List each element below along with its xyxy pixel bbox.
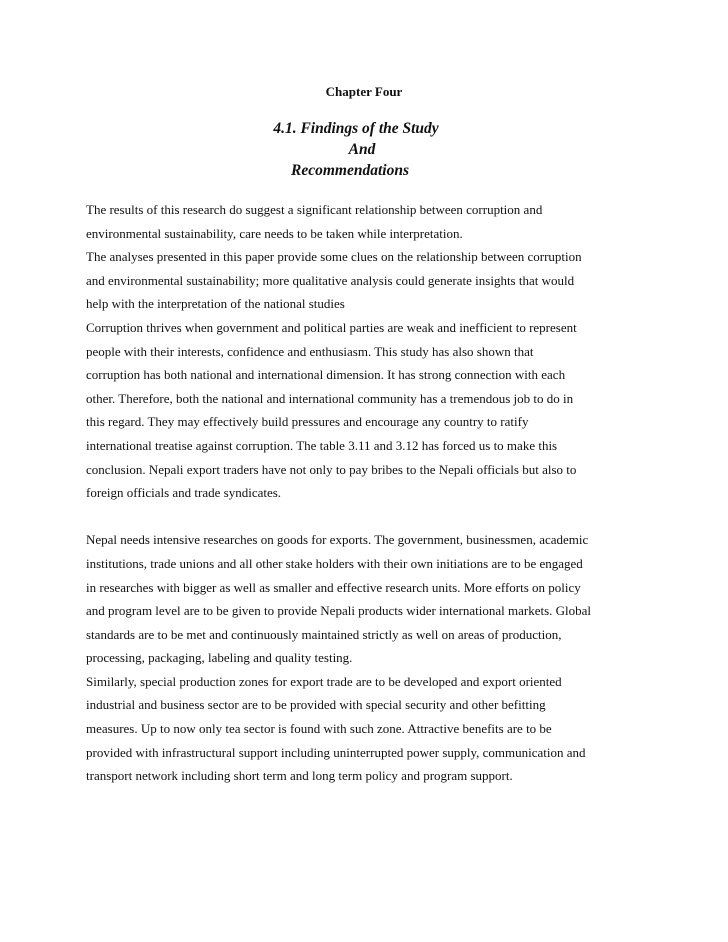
paragraph-2-line-1: The analyses presented in this paper provide some clues on the relationship between corruption (86, 249, 582, 265)
paragraph-5-line-5: transport network including short term and long term policy and program support. (86, 768, 513, 784)
paragraph-5-line-1: Similarly, special production zones for export trade are to be developed and export oriented (86, 673, 562, 689)
chapter-label: Chapter Four (325, 84, 403, 99)
paragraph-3-line-1: Corruption thrives when government and political parties are weak and inefficient to represent (86, 319, 577, 335)
paragraph-4-line-6: processing, packaging, labeling and quality testing. (86, 650, 353, 666)
paragraph-2-line-3: help with the interpretation of the national studies (86, 296, 345, 312)
paragraph-4-line-2: institutions, trade unions and all other stake holders with their own initiations are to be engaged (86, 555, 583, 571)
paragraph-5-line-3: measures. Up to now only tea sector is found with such zone. Attractive benefits are to be (86, 721, 552, 737)
section-title-line-2: And (348, 141, 376, 158)
paragraph-3-line-6: international treatise against corruption. The table 3.11 and 3.12 has forced us to make this (86, 437, 558, 453)
paragraph-4-line-4: and program level are to be given to provide Nepali products wider international markets. Global (86, 603, 592, 619)
paragraph-3-line-7: conclusion. Nepali export traders have not only to pay bribes to the Nepali officials but also to (86, 461, 577, 477)
paragraph-3-line-2: people with their interests, confidence and enthusiasm. This study has also shown that (86, 343, 534, 359)
paragraph-4-line-5: standards are to be met and continuously maintained strictly as well on areas of production, (86, 626, 562, 642)
paragraph-3-line-4: other. Therefore, both the national and international community has a tremendous job to do in (86, 390, 574, 406)
paragraph-4-line-1: Nepal needs intensive researches on goods for exports. The government, businessmen, academic (86, 532, 589, 548)
paragraph-1-line-1: The results of this research do suggest a significant relationship between corruption and (86, 202, 543, 217)
paragraph-4-line-3: in researches with bigger as well as smaller and effective research units. More efforts on policy (86, 579, 581, 595)
paragraph-3-line-3: corruption has both national and international dimension. It has strong connection with each (86, 367, 566, 383)
paragraph-1-line-2: environmental sustainability, care needs to be taken while interpretation. (86, 225, 463, 241)
section-title (0, 118, 728, 181)
paragraph-3-line-5: this regard. They may effectively build pressures and encourage any country to ratify (86, 414, 529, 430)
paragraph-2-line-2: and environmental sustainability; more qualitative analysis could generate insights that would (86, 272, 575, 288)
paragraph-3-line-8: foreign officials and trade syndicates. (86, 485, 282, 501)
chapter-heading (0, 84, 728, 100)
body-text (86, 198, 646, 788)
paragraph-5-line-2: industrial and business sector are to be provided with special security and other befitting (86, 697, 546, 713)
paragraph-gap (86, 505, 646, 529)
section-title-line-1: 4.1. Findings of the Study (273, 120, 439, 137)
section-title-line-3: Recommendations (291, 162, 409, 179)
paragraph-5-line-4: provided with infrastructural support including uninterrupted power supply, communication and (86, 744, 586, 760)
